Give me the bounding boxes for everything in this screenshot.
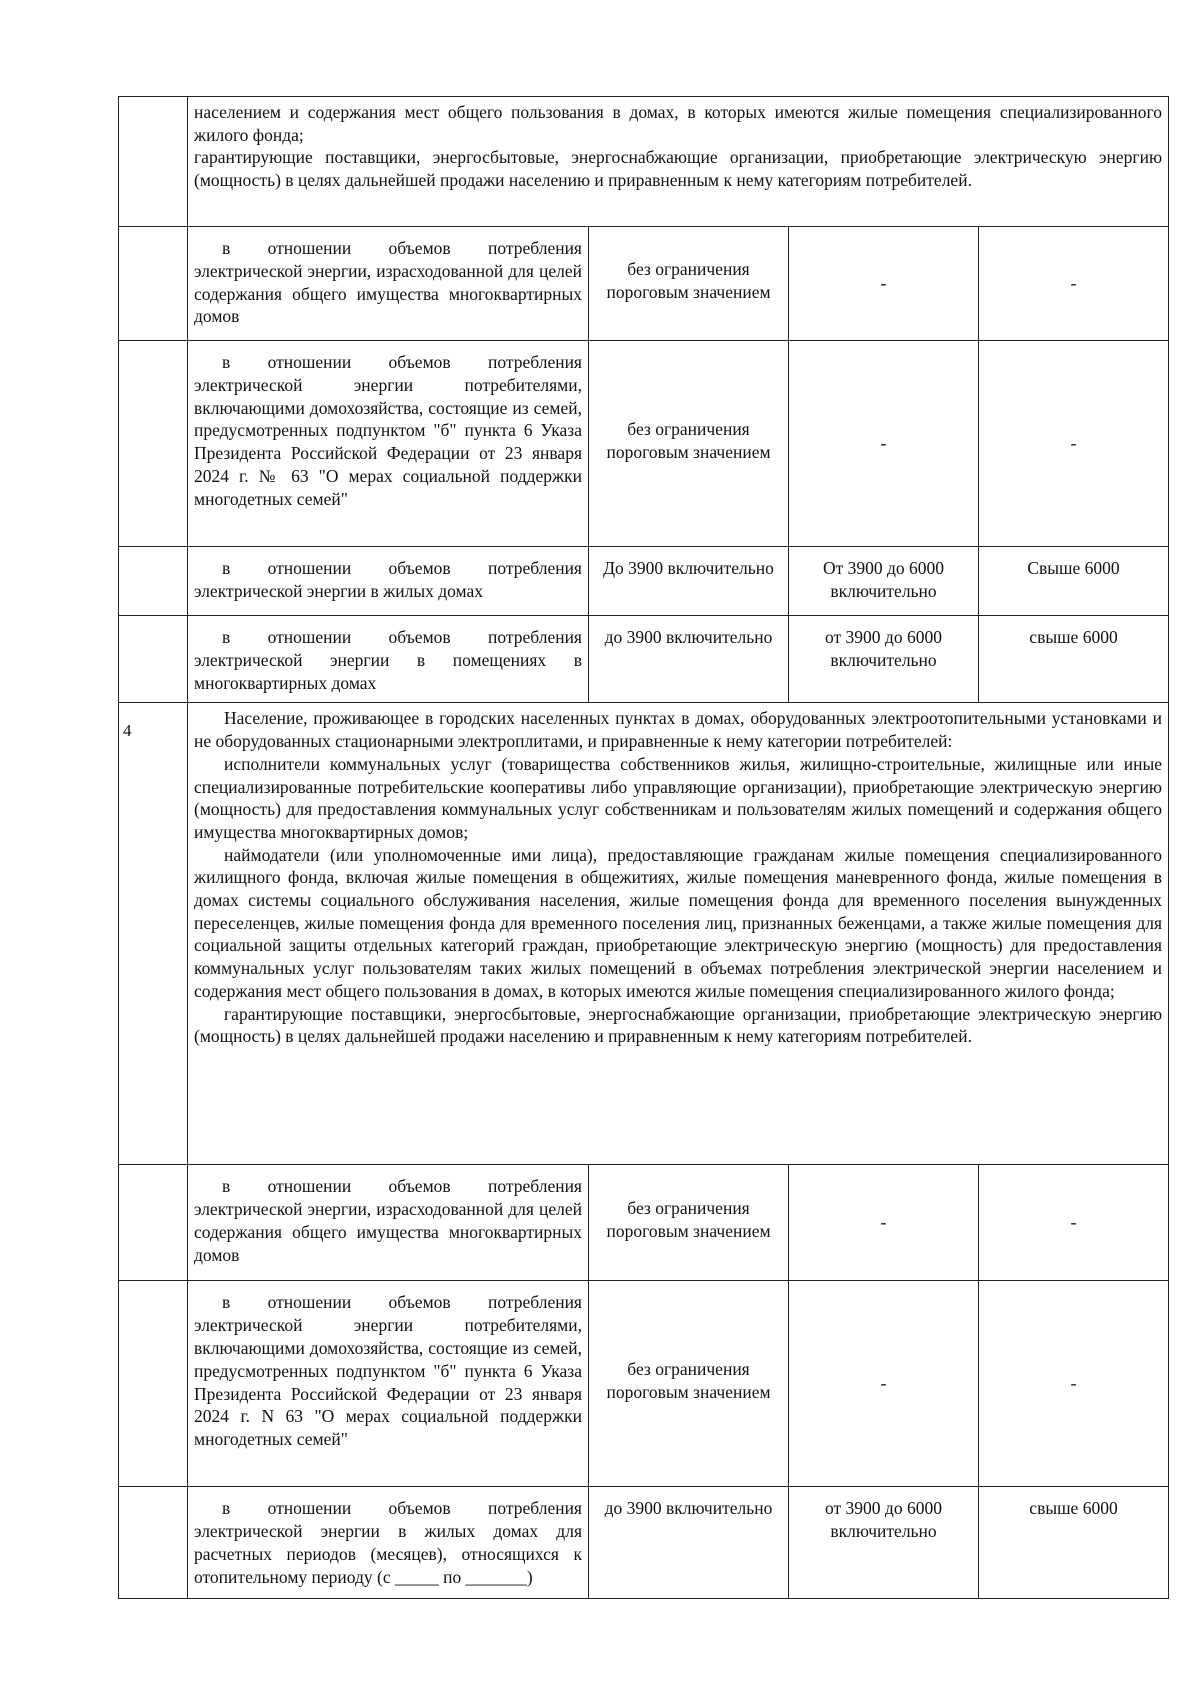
range-1-value: без ограничения пороговым значением — [589, 1281, 789, 1487]
range-3-value: Свыше 6000 — [979, 547, 1169, 616]
range-2-value: - — [789, 341, 979, 547]
paragraph: гарантирующие поставщики, энергосбытовые, энергоснабжающие организации, приобретающие электрическую энергию (мощность) в целях дальнейшей продажи населению и приравненным к нему категориям потребителей. — [194, 1003, 1163, 1047]
row-number-cell — [119, 97, 188, 227]
consumption-description: в отношении объемов потребления электрической энергии в жилых домах для расчетных периодов (месяцев), относящихся к отопительному периоду (с _____ по _______) — [188, 1487, 589, 1599]
range-1-value: До 3900 включительно — [589, 547, 789, 616]
table-row — [119, 227, 1169, 341]
range-1-value: без ограничения пороговым значением — [589, 1165, 789, 1281]
table-row — [119, 97, 1169, 227]
row-number-cell — [119, 1487, 188, 1599]
range-1-value: без ограничения пороговым значением — [589, 227, 789, 341]
paragraph: наймодатели (или уполномоченные ими лица), предоставляющие гражданам жилые помещения специализированного жилищного фонда, включая жилые помещения в общежитиях, жилые помещения маневренного фонда, жилые помещения в домах системы социального обслуживания населения, жилые помещения фонда для временного поселения вынужденных переселенцев, жилые помещения фонда для временного поселения лиц, признанных беженцами, а также жилые помещения для социальной защиты отдельных категорий граждан, приобретающие электрическую энергию (мощность) для предоставления коммунальных услуг пользователям таких жилых помещений в объемах потребления электрической энергии населением и содержания мест общего пользования в домах, в которых имеются жилые помещения специализированного жилого фонда; — [194, 844, 1163, 1001]
consumption-description: в отношении объемов потребления электрической энергии, израсходованной для целей содержания общего имущества многоквартирных домов — [188, 1165, 589, 1281]
row-number-cell — [119, 1165, 188, 1281]
range-2-value: - — [789, 1165, 979, 1281]
category-description-cell — [188, 97, 1169, 227]
paragraph: Население, проживающее в городских населенных пунктах в домах, оборудованных электроотопительными установками и не оборудованных стационарными электроплитами, и приравненные к нему категории потребителей: — [194, 708, 1163, 752]
table-row — [119, 547, 1169, 616]
consumption-description: в отношении объемов потребления электрической энергии потребителями, включающими домохозяйства, состоящие из семей, предусмотренных подпунктом "б" пункта 6 Указа Президента Российской Федерации от 23 января 2024 г. № 63 "О мерах социальной поддержки многодетных семей" — [188, 341, 589, 547]
range-2-value: - — [789, 1281, 979, 1487]
range-2-value: от 3900 до 6000 включительно — [789, 616, 979, 703]
tariff-table — [118, 96, 1169, 1599]
row-number-cell — [119, 616, 188, 703]
row-number-cell — [119, 1281, 188, 1487]
range-3-value: - — [979, 341, 1169, 547]
table-row — [119, 1165, 1169, 1281]
table-row — [119, 341, 1169, 547]
paragraph: населением и содержания мест общего пользования в домах, в которых имеются жилые помещения специализированного жилого фонда; — [194, 102, 1163, 145]
category-description-cell — [188, 703, 1169, 1165]
row-number-cell: 4 — [119, 703, 188, 1165]
range-2-value: от 3900 до 6000 включительно — [789, 1487, 979, 1599]
range-1-value: до 3900 включительно — [589, 616, 789, 703]
range-3-value: свыше 6000 — [979, 1487, 1169, 1599]
range-3-value: свыше 6000 — [979, 616, 1169, 703]
table-row — [119, 703, 1169, 1165]
table-row — [119, 1487, 1169, 1599]
table-row — [119, 1281, 1169, 1487]
consumption-description: в отношении объемов потребления электрической энергии в помещениях в многоквартирных домах — [188, 616, 589, 703]
range-2-value: От 3900 до 6000 включительно — [789, 547, 979, 616]
range-3-value: - — [979, 227, 1169, 341]
range-1-value: без ограничения пороговым значением — [589, 341, 789, 547]
paragraph: исполнители коммунальных услуг (товарищества собственников жилья, жилищно-строительные, жилищные или иные специализированные потребительские кооперативы либо управляющие организации), приобретающие электрическую энергию (мощность) для предоставления коммунальных услуг собственникам и пользователям жилых помещений и содержания общего имущества многоквартирных домов; — [194, 753, 1163, 842]
consumption-description: в отношении объемов потребления электрической энергии в жилых домах — [188, 547, 589, 616]
row-number-cell — [119, 547, 188, 616]
row-number-cell — [119, 341, 188, 547]
range-1-value: до 3900 включительно — [589, 1487, 789, 1599]
range-2-value: - — [789, 227, 979, 341]
row-number-cell — [119, 227, 188, 341]
range-3-value: - — [979, 1165, 1169, 1281]
table-row — [119, 616, 1169, 703]
consumption-description: в отношении объемов потребления электрической энергии, израсходованной для целей содержания общего имущества многоквартирных домов — [188, 227, 589, 341]
range-3-value: - — [979, 1281, 1169, 1487]
paragraph: гарантирующие поставщики, энергосбытовые, энергоснабжающие организации, приобретающие электрическую энергию (мощность) в целях дальнейшей продажи населению и приравненным к нему категориям потребителей. — [194, 147, 1163, 191]
consumption-description: в отношении объемов потребления электрической энергии потребителями, включающими домохозяйства, состоящие из семей, предусмотренных подпунктом "б" пункта 6 Указа Президента Российской Федерации от 23 января 2024 г. N 63 "О мерах социальной поддержки многодетных семей" — [188, 1281, 589, 1487]
